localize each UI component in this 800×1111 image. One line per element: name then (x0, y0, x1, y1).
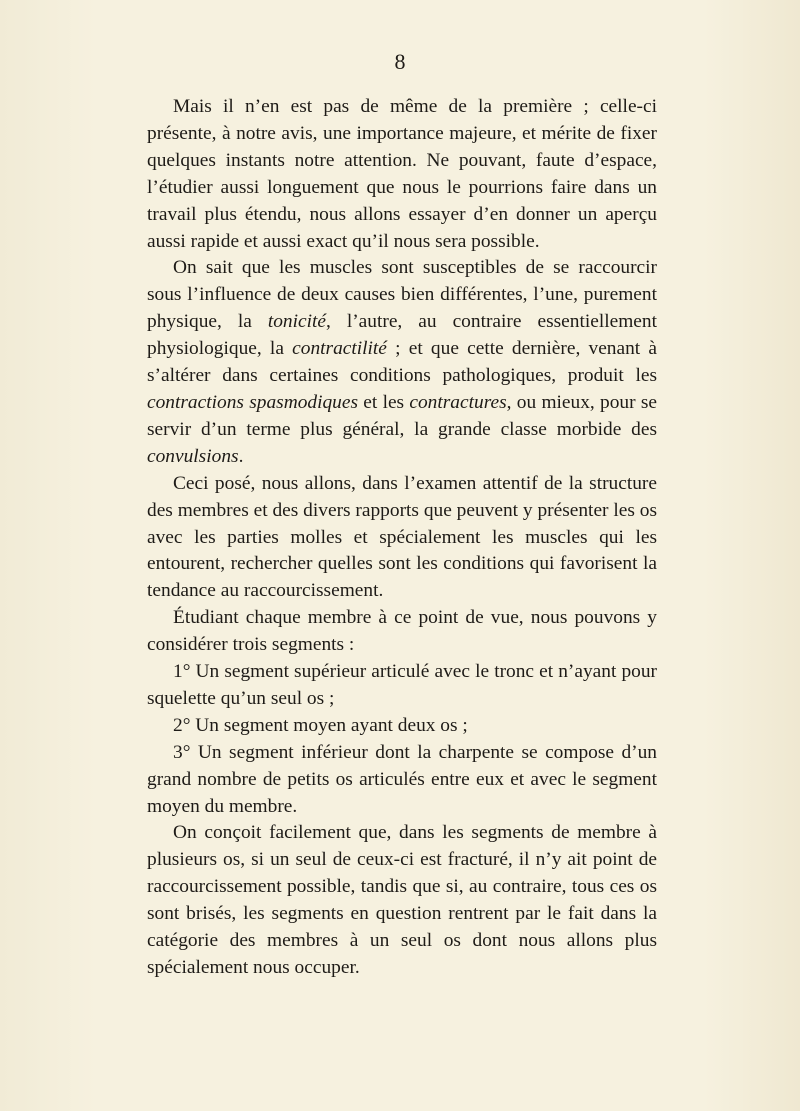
term-contractilite: contractilité (292, 338, 387, 360)
page-number: 8 (394, 49, 406, 74)
text-segment: ; et que cette dernière, venant à s’altérer dans certaines conditions pathologiques, produit les (147, 338, 657, 387)
body-text (147, 94, 657, 982)
text-segment: et les (358, 391, 410, 413)
text-segment: On conçoit facilement que, dans les segments de membre à plusieurs os, si un seul de ceux-ci est fracturé, il n’y ait point de raccourcissement possible, tandis que si, au contraire, tous ces os sont brisés, les segments en question rentrent par le fait dans la catégorie des membres à un seul os dont nous allons plus spécialement nous occuper. (147, 822, 657, 978)
text-segment: On sait que les muscles sont susceptibles de se raccourcir sous l’influence de deux causes bien différentes, l’une, purement physique, la (147, 257, 657, 333)
text-segment: Mais il n’en est pas de même de la première ; celle-ci présente, à notre avis, une importance majeure, et mérite de fixer quelques instants notre attention. Ne pouvant, faute d’espace, l’étudier aussi longuement que nous le pourrions faire dans un travail plus étendu, nous allons essayer d’en donner un aperçu aussi rapide et aussi exact qu’il nous sera possible. (147, 96, 657, 252)
paragraph-segments-intro (147, 605, 657, 659)
term-tonicite: tonicité (267, 311, 326, 333)
text-segment: . (238, 445, 244, 467)
text-segment: 1° Un segment supérieur articulé avec le tronc et n’ayant pour squelette qu’un seul os ; (147, 661, 657, 709)
text-segment: , l’autre, au contraire essentiellement physiologique, la (147, 311, 657, 360)
paragraph-intro (147, 94, 657, 255)
text-segment: Étudiant chaque membre à ce point de vue, nous pouvons y considérer trois segments : (147, 607, 657, 656)
text-segment: 2° Un segment moyen ayant deux os ; (173, 714, 468, 736)
paragraph-muscles (147, 255, 657, 470)
list-item-3 (147, 740, 657, 821)
term-convulsions: convulsions (147, 445, 239, 467)
paragraph-conclusion (147, 820, 657, 981)
paragraph-structure (147, 471, 657, 606)
term-contractions-spasmodiques: contractions spasmodiques (147, 391, 359, 413)
term-contractures: contractures (409, 391, 507, 413)
text-segment: Ceci posé, nous allons, dans l’examen attentif de la structure des membres et des divers rapports que peuvent y présenter les os avec les parties molles et spécialement les muscles qui les entourent, rechercher quelles sont les conditions qui favorisent la tendance au raccourcissement. (147, 472, 657, 602)
list-item-2 (147, 713, 657, 740)
text-segment: , ou mieux, pour se servir d’un terme plus général, la grande classe morbide des (147, 391, 657, 440)
list-item-1 (147, 659, 657, 713)
text-segment: 3° Un segment inférieur dont la charpente se compose d’un grand nombre de petits os articulés entre eux et avec le segment moyen du membre. (147, 741, 657, 817)
